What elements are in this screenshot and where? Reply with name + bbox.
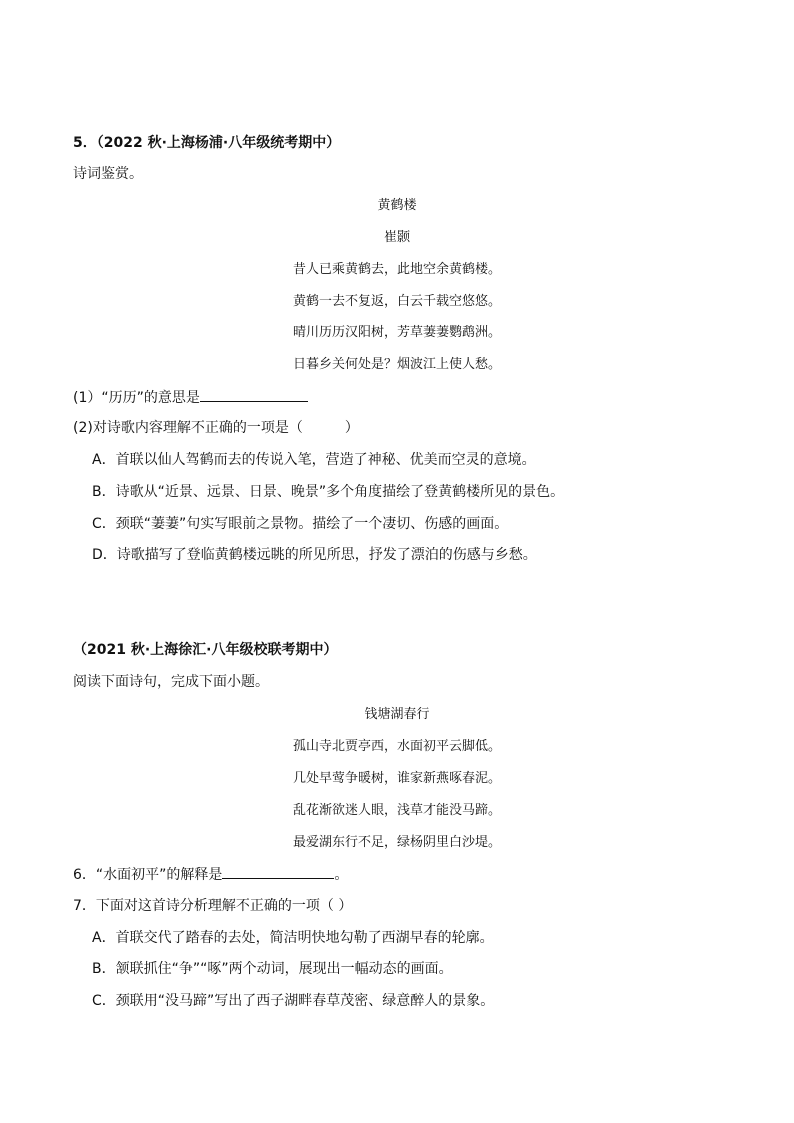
q5-instruction: 诗词鉴赏。	[73, 166, 143, 182]
q67-instruction: 阅读下面诗句，完成下面小题。	[73, 674, 269, 690]
q5-poem-line: 日暮乡关何处是？烟波江上使人愁。	[292, 357, 501, 372]
q7-option-b[interactable]: B．颔联抓住“争”“啄”两个动词，展现出一幅动态的画面。	[92, 961, 453, 977]
q7: 7．下面对这首诗分析理解不正确的一项（ ）	[73, 898, 353, 914]
q5-option-d[interactable]: D．诗歌描写了登临黄鹤楼远眺的所见所思，抒发了漂泊的伤感与乡愁。	[92, 547, 537, 563]
q5-sub1	[73, 387, 308, 408]
answer-blank[interactable]	[222, 864, 334, 879]
q5-option-a[interactable]: A．首联以仙人驾鹤而去的传说入笔，营造了神秘、优美而空灵的意境。	[92, 452, 536, 468]
q5-option-b[interactable]: B．诗歌从“近景、远景、日景、晚景”多个角度描绘了登黄鹤楼所见的景色。	[92, 484, 565, 500]
q5-option-c[interactable]: C．颈联“萋萋”句实写眼前之景物。描绘了一个凄切、伤感的画面。	[92, 516, 509, 532]
q6-end: 。	[334, 867, 349, 883]
q5-sub2: (2)对诗歌内容理解不正确的一项是（ ）	[73, 420, 359, 436]
q5-sub1-text: (1）“历历”的意思是	[73, 390, 200, 406]
q6-text: 6．“水面初平”的解释是	[73, 867, 223, 883]
q6	[73, 864, 348, 885]
q7-option-a[interactable]: A．首联交代了踏春的去处，简洁明快地勾勒了西湖早春的轮廓。	[92, 930, 494, 946]
q67-poem-line: 孤山寺北贾亭西，水面初平云脚低。	[292, 739, 501, 754]
q67-poem-line: 乱花渐欲迷人眼，浅草才能没马蹄。	[292, 803, 501, 818]
q5-poem-line: 昔人已乘黄鹤去，此地空余黄鹤楼。	[292, 262, 501, 277]
q5-poem-line: 晴川历历汉阳树，芳草萋萋鹦鹉洲。	[292, 325, 501, 340]
q67-poem-line: 最爱湖东行不足，绿杨阴里白沙堤。	[292, 835, 501, 850]
q67-poem-line: 几处早莺争暖树，谁家新燕啄春泥。	[292, 771, 501, 786]
answer-blank[interactable]	[200, 387, 308, 402]
q67-poem-title: 钱塘湖春行	[364, 707, 430, 722]
q67-source: （2021 秋·上海徐汇·八年级校联考期中）	[73, 642, 338, 658]
q5-source: 5．（2022 秋·上海杨浦·八年级统考期中）	[73, 135, 341, 151]
q5-poem-author: 崔颢	[383, 230, 410, 245]
q5-poem-line: 黄鹤一去不复返，白云千载空悠悠。	[292, 294, 501, 309]
q7-option-c[interactable]: C．颈联用“没马蹄”写出了西子湖畔春草茂密、绿意醉人的景象。	[92, 993, 495, 1009]
q5-poem-title: 黄鹤楼	[377, 198, 417, 213]
